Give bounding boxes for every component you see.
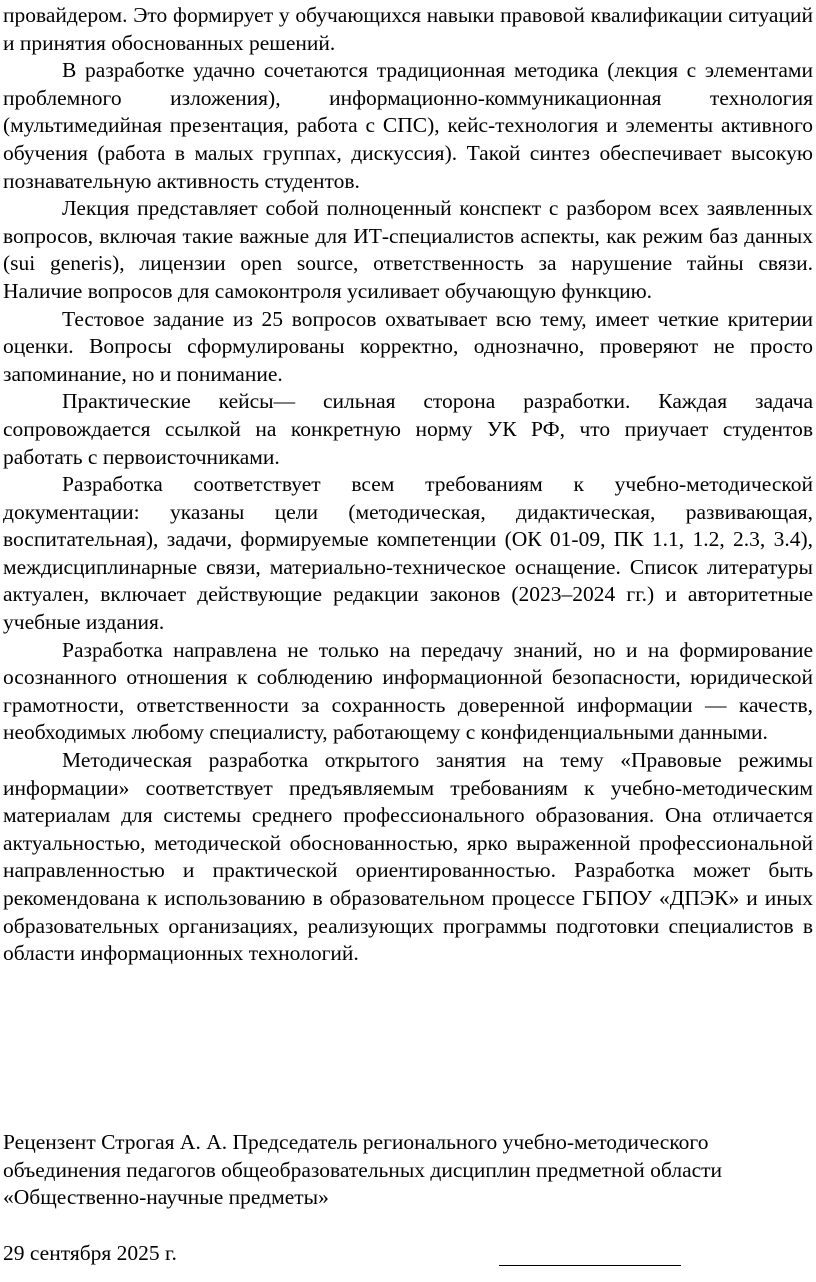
paragraph-test: Тестовое задание из 25 вопросов охватывает всю тему, имеет четкие критерии оценки. Вопросы сформулированы корректно, однозначно, проверяют не просто запоминание, но и понимание. [3, 306, 813, 386]
paragraph-cases: Практические кейсы— сильная сторона разработки. Каждая задача сопровождается ссылкой на конкретную норму УК РФ, что приучает студентов работать с первоисточниками. [3, 389, 813, 469]
review-date: 29 сентября 2025 г. [3, 1241, 177, 1265]
paragraph-conclusion: Методическая разработка открытого занятия на тему «Правовые режимы информации» соответствует предъявляемым требованиям к учебно-методическим материалам для системы среднего профессионального образования. Она отличается актуальностью, методической обоснованностью, ярко выраженной профессиональной направленностью и практической ориентированностью. Разработка может быть рекомендована к использованию в образовательном процессе ГБПОУ «ДПЭК» и иных образовательных организациях, реализующих программы подготовки специалистов в области информационных технологий. [3, 748, 813, 966]
paragraph-methods: В разработке удачно сочетаются традиционная методика (лекция с элементами проблемного изложения), информационно-коммуникационная технология (мультимедийная презентация, работа с СПС), кейс-технология и элементы активного обучения (работа в малых группах, дискуссия). Такой синтез обеспечивает высокую познавательную активность студентов. [3, 58, 813, 193]
signature-line [499, 1265, 681, 1266]
signature-block [3, 1240, 813, 1270]
paragraph-continuation: провайдером. Это формирует у обучающихся навыки правовой квалификации ситуаций и принятия обоснованных решений. [3, 3, 813, 55]
paragraph-requirements: Разработка соответствует всем требованиям к учебно-методической документации: указаны цели (методическая, дидактическая, развивающая, воспитательная), задачи, формируемые компетенции (ОК 01-09, ПК 1.1, 1.2, 2.3, 3.4), междисциплинарные связи, материально-техническое оснащение. Список литературы актуален, включает действующие редакции законов (2023–2024 гг.) и авторитетные учебные издания. [3, 472, 813, 635]
paragraph-lecture: Лекция представляет собой полноценный конспект с разбором всех заявленных вопросов, включая такие важные для ИТ-специалистов аспекты, как режим баз данных (sui generis), лицензии open source, ответственность за нарушение тайны связи. Наличие вопросов для самоконтроля усиливает обучающую функцию. [3, 196, 813, 303]
reviewer-info: Рецензент Строгая А. А. Председатель регионального учебно-методического объединения педагогов общеобразовательных дисциплин предметной области «Общественно-научные предметы» [3, 1130, 723, 1210]
review-body [3, 2, 813, 968]
paragraph-formation: Разработка направлена не только на передачу знаний, но и на формирование осознанного отношения к соблюдению информационной безопасности, юридической грамотности, ответственности за сохранность доверенной информации — качеств, необходимых любому специалисту, работающему с конфиденциальными данными. [3, 637, 813, 745]
